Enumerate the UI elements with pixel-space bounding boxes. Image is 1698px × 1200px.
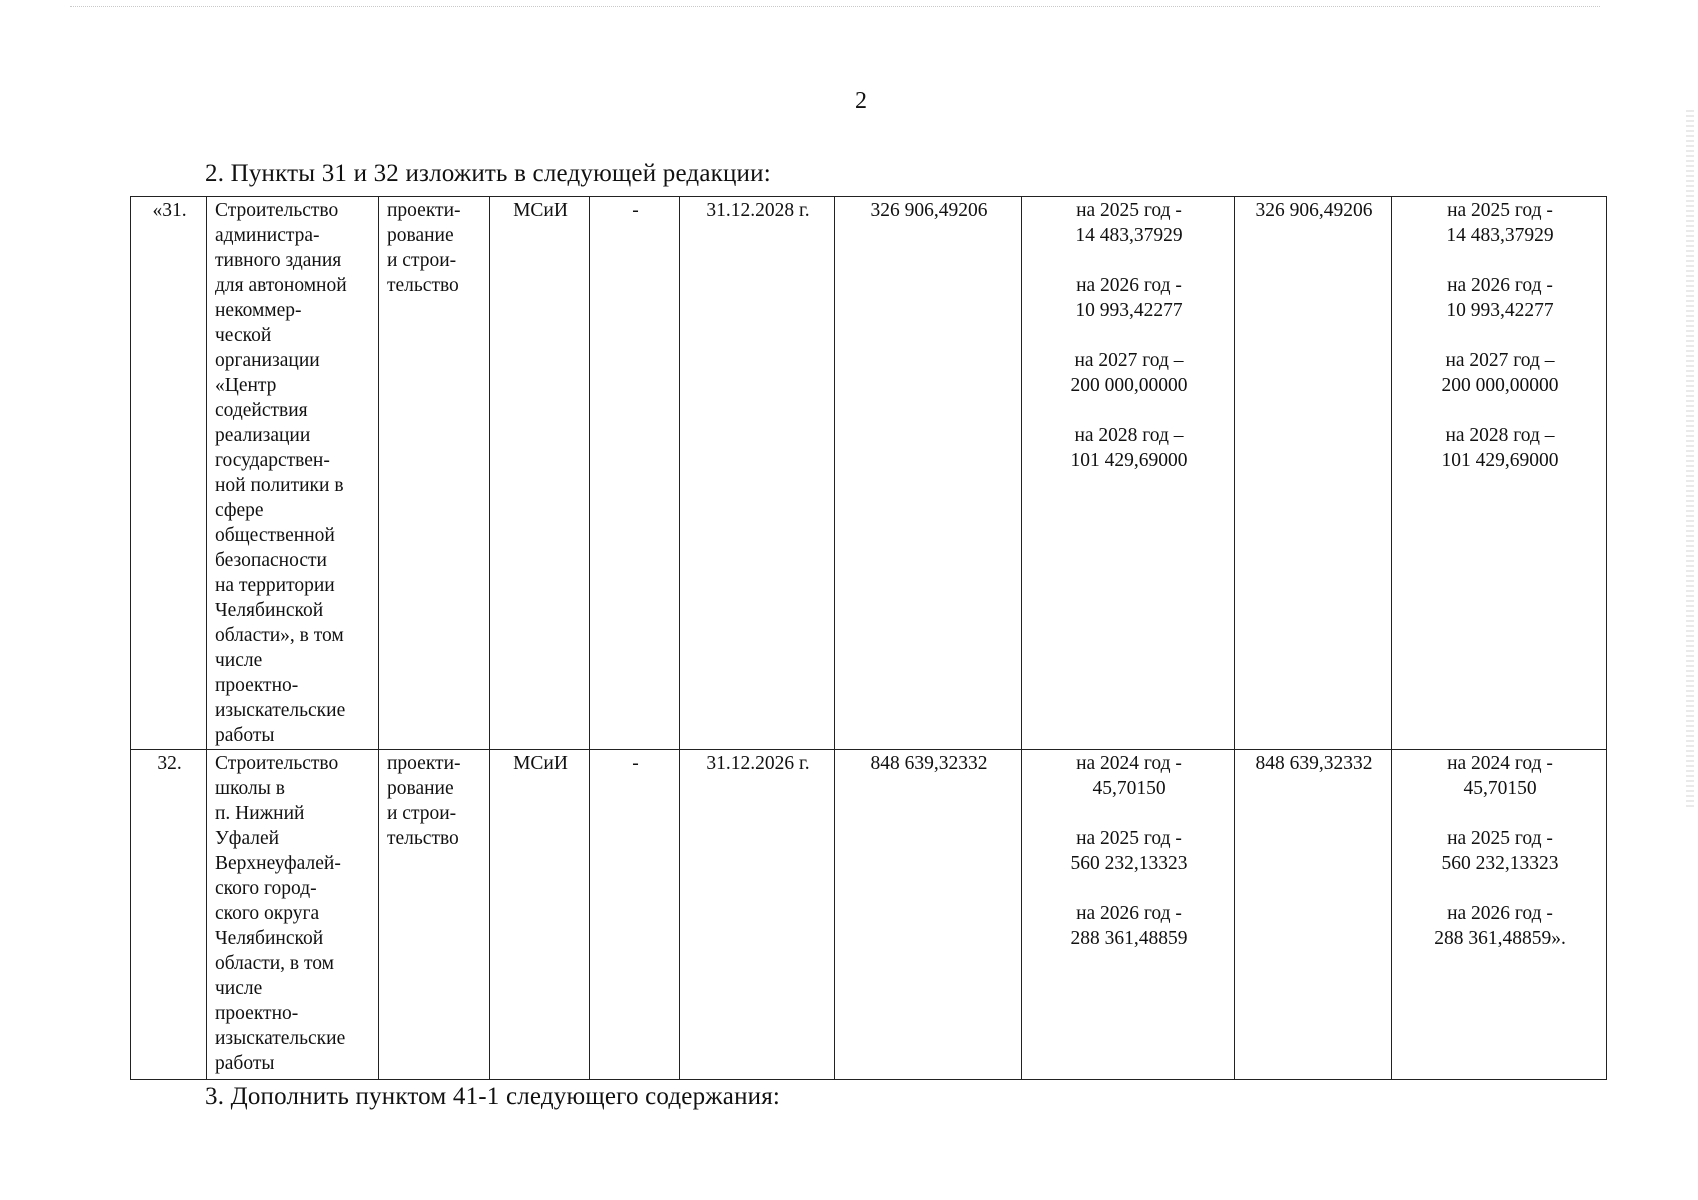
funding-by-year xyxy=(1392,197,1607,750)
object-name-text: Строительство школы в п. Нижний Уфалей Верхнеуфалей- ского город- ского округа Челябинской области, в том числе проектно- изыскательские работы xyxy=(215,753,346,1074)
cost-by-year xyxy=(1022,197,1235,750)
year-label: на 2025 год - xyxy=(1447,828,1553,849)
year-label: на 2025 год - xyxy=(1076,828,1182,849)
customer: МСиИ xyxy=(490,197,590,750)
year-entry xyxy=(1030,423,1228,473)
customer: МСиИ xyxy=(490,750,590,1080)
year-label: на 2025 год - xyxy=(1447,200,1553,221)
section-heading-2: 2. Пункты 31 и 32 изложить в следующей редакции: xyxy=(205,160,771,187)
year-label: на 2028 год – xyxy=(1074,425,1184,446)
year-label: на 2026 год - xyxy=(1447,275,1553,296)
year-label: на 2026 год - xyxy=(1076,275,1182,296)
funding-total: 848 639,32332 xyxy=(1235,750,1392,1080)
funding-by-year xyxy=(1392,750,1607,1080)
year-value: 45,70150 xyxy=(1092,778,1166,799)
year-value: 45,70150 xyxy=(1463,778,1537,799)
object-name xyxy=(207,197,379,750)
year-entry xyxy=(1400,198,1600,248)
year-value: 200 000,00000 xyxy=(1070,375,1188,396)
year-value: 101 429,69000 xyxy=(1070,450,1188,471)
section-heading-3: 3. Дополнить пунктом 41-1 следующего содержания: xyxy=(205,1083,781,1110)
page-number: 2 xyxy=(855,88,867,114)
year-value: 288 361,48859 xyxy=(1070,928,1188,949)
cost-by-year xyxy=(1022,750,1235,1080)
cost-total: 326 906,49206 xyxy=(835,197,1022,750)
funding-total: 326 906,49206 xyxy=(1235,197,1392,750)
year-value: 200 000,00000 xyxy=(1441,375,1559,396)
row-number: «31. xyxy=(131,197,207,750)
work-type xyxy=(379,197,490,750)
year-entry xyxy=(1030,826,1228,876)
year-value: 10 993,42277 xyxy=(1446,300,1554,321)
year-value: 10 993,42277 xyxy=(1075,300,1183,321)
year-label: на 2024 год - xyxy=(1076,753,1182,774)
objects-table xyxy=(130,196,1607,1080)
scan-edge-artifact xyxy=(1686,110,1694,810)
year-label: на 2025 год - xyxy=(1076,200,1182,221)
deadline: 31.12.2028 г. xyxy=(680,197,835,750)
year-entry xyxy=(1030,901,1228,951)
year-label: на 2026 год - xyxy=(1076,903,1182,924)
year-label: на 2027 год – xyxy=(1074,350,1184,371)
scan-border-artifact xyxy=(70,6,1600,7)
year-value: 14 483,37929 xyxy=(1075,225,1183,246)
year-entry xyxy=(1400,826,1600,876)
year-value: 560 232,13323 xyxy=(1070,853,1188,874)
year-entry xyxy=(1400,348,1600,398)
table-row xyxy=(131,750,1607,1080)
cost-total: 848 639,32332 xyxy=(835,750,1022,1080)
year-value: 288 361,48859». xyxy=(1434,928,1566,949)
year-label: на 2028 год – xyxy=(1445,425,1555,446)
year-entry xyxy=(1030,348,1228,398)
object-name-text: Строительство администра- тивного здания для автономной некоммер- ческой организации «Центр содействия реализации государствен- ной политики в сфере общественной безопасности на территории Челябинской области», в том числе проектно- изыскательские работы xyxy=(215,200,347,746)
object-name xyxy=(207,750,379,1080)
year-value: 14 483,37929 xyxy=(1446,225,1554,246)
year-entry xyxy=(1400,423,1600,473)
row-number: 32. xyxy=(131,750,207,1080)
year-entry xyxy=(1400,751,1600,801)
year-label: на 2026 год - xyxy=(1447,903,1553,924)
year-value: 101 429,69000 xyxy=(1441,450,1559,471)
deadline: 31.12.2026 г. xyxy=(680,750,835,1080)
year-label: на 2027 год – xyxy=(1445,350,1555,371)
year-entry xyxy=(1030,273,1228,323)
year-label: на 2024 год - xyxy=(1447,753,1553,774)
work-type xyxy=(379,750,490,1080)
year-entry xyxy=(1030,751,1228,801)
year-entry xyxy=(1400,273,1600,323)
year-value: 560 232,13323 xyxy=(1441,853,1559,874)
start-date: - xyxy=(590,750,680,1080)
work-type-text: проекти- рование и строи- тельство xyxy=(387,200,461,296)
year-entry xyxy=(1030,198,1228,248)
start-date: - xyxy=(590,197,680,750)
table-row xyxy=(131,197,1607,750)
year-entry xyxy=(1400,901,1600,951)
work-type-text: проекти- рование и строи- тельство xyxy=(387,753,461,849)
